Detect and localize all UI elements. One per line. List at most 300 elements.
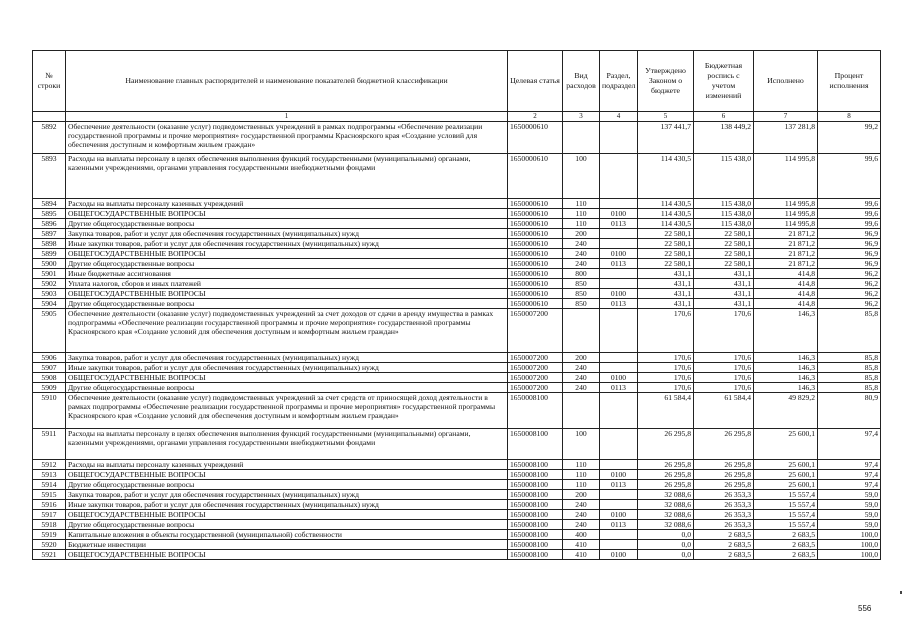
header-target: Целевая статья: [508, 51, 563, 112]
expense-type: 240: [563, 373, 600, 383]
approved-amount: 114 430,5: [638, 154, 694, 199]
execution-percent: 96,2: [818, 279, 881, 289]
approved-amount: 0,0: [638, 540, 694, 550]
budget-list-amount: 2 683,5: [694, 550, 754, 560]
executed-amount: 414,8: [754, 269, 818, 279]
header-executed: Исполнено: [754, 51, 818, 112]
section-code: 0100: [600, 289, 638, 299]
budget-list-amount: 26 295,8: [694, 470, 754, 480]
row-number: 5895: [33, 209, 66, 219]
expense-type: 850: [563, 279, 600, 289]
execution-percent: 96,2: [818, 269, 881, 279]
row-name: Расходы на выплаты персоналу казенных учреждений: [66, 199, 508, 209]
approved-amount: 431,1: [638, 289, 694, 299]
executed-amount: 414,8: [754, 289, 818, 299]
row-name: Расходы на выплаты персоналу казенных учреждений: [66, 460, 508, 470]
row-name: Иные закупки товаров, работ и услуг для обеспечения государственных (муниципальных) нужд: [66, 500, 508, 510]
execution-percent: 59,0: [818, 490, 881, 500]
target-article: 1650008100: [508, 550, 563, 560]
target-article: 1650000610: [508, 249, 563, 259]
execution-percent: 99,6: [818, 154, 881, 199]
executed-amount: 15 557,4: [754, 520, 818, 530]
executed-amount: 21 871,2: [754, 239, 818, 249]
expense-type: 110: [563, 470, 600, 480]
row-number: 5911: [33, 429, 66, 460]
budget-list-amount: 170,6: [694, 353, 754, 363]
column-number: 1: [66, 112, 508, 122]
executed-amount: 25 600,1: [754, 470, 818, 480]
section-code: 0100: [600, 550, 638, 560]
table-row: [33, 289, 881, 299]
table-row: [33, 460, 881, 470]
section-code: [600, 154, 638, 199]
execution-percent: 96,2: [818, 289, 881, 299]
executed-amount: 114 995,8: [754, 209, 818, 219]
execution-percent: 97,4: [818, 470, 881, 480]
header-expense-type: Вид расходов: [563, 51, 600, 112]
row-name: ОБЩЕГОСУДАРСТВЕННЫЕ ВОПРОСЫ: [66, 249, 508, 259]
table-row: [33, 229, 881, 239]
expense-type: 800: [563, 269, 600, 279]
executed-amount: 2 683,5: [754, 530, 818, 540]
expense-type: [563, 309, 600, 353]
target-article: 1650007200: [508, 383, 563, 393]
expense-type: 240: [563, 239, 600, 249]
section-code: [600, 239, 638, 249]
section-code: [600, 269, 638, 279]
row-number: 5914: [33, 480, 66, 490]
table-header-row: [33, 51, 881, 112]
row-number: 5916: [33, 500, 66, 510]
budget-list-amount: 170,6: [694, 309, 754, 353]
execution-percent: 96,2: [818, 299, 881, 309]
section-code: [600, 363, 638, 373]
approved-amount: 170,6: [638, 353, 694, 363]
table-row: [33, 199, 881, 209]
target-article: 1650000610: [508, 219, 563, 229]
execution-percent: 85,8: [818, 309, 881, 353]
row-name: Закупка товаров, работ и услуг для обеспечения государственных (муниципальных) нужд: [66, 229, 508, 239]
budget-list-amount: 26 353,3: [694, 490, 754, 500]
execution-percent: 96,9: [818, 259, 881, 269]
table-row: [33, 510, 881, 520]
row-name: Другие общегосударственные вопросы: [66, 383, 508, 393]
expense-type: 100: [563, 429, 600, 460]
section-code: 0113: [600, 259, 638, 269]
row-name: Другие общегосударственные вопросы: [66, 299, 508, 309]
table-body: [33, 122, 881, 560]
row-name: Другие общегосударственные вопросы: [66, 259, 508, 269]
table-row: [33, 279, 881, 289]
table-row: [33, 480, 881, 490]
row-number: 5909: [33, 383, 66, 393]
column-number: 3: [563, 112, 600, 122]
target-article: 1650008100: [508, 429, 563, 460]
row-number: 5920: [33, 540, 66, 550]
execution-percent: 99,6: [818, 219, 881, 229]
row-number: 5892: [33, 122, 66, 154]
expense-type: 410: [563, 550, 600, 560]
table-row: [33, 550, 881, 560]
target-article: 1650000610: [508, 279, 563, 289]
budget-list-amount: 170,6: [694, 383, 754, 393]
section-code: 0113: [600, 219, 638, 229]
approved-amount: 114 430,5: [638, 209, 694, 219]
execution-percent: 85,8: [818, 373, 881, 383]
row-number: 5912: [33, 460, 66, 470]
table-row: [33, 299, 881, 309]
approved-amount: 32 088,6: [638, 510, 694, 520]
approved-amount: 22 580,1: [638, 229, 694, 239]
execution-percent: 96,9: [818, 229, 881, 239]
row-number: 5903: [33, 289, 66, 299]
expense-type: 410: [563, 540, 600, 550]
row-name: Иные закупки товаров, работ и услуг для обеспечения государственных (муниципальных) нужд: [66, 363, 508, 373]
executed-amount: 146,3: [754, 373, 818, 383]
row-name: Другие общегосударственные вопросы: [66, 520, 508, 530]
expense-type: 240: [563, 363, 600, 373]
target-article: 1650000610: [508, 239, 563, 249]
target-article: 1650008100: [508, 393, 563, 429]
table-row: [33, 353, 881, 363]
budget-list-amount: 431,1: [694, 289, 754, 299]
row-number: 5893: [33, 154, 66, 199]
row-name: Другие общегосударственные вопросы: [66, 480, 508, 490]
row-number: 5901: [33, 269, 66, 279]
approved-amount: 170,6: [638, 309, 694, 353]
table-row: [33, 122, 881, 154]
approved-amount: 431,1: [638, 299, 694, 309]
section-code: 0100: [600, 209, 638, 219]
budget-list-amount: 138 449,2: [694, 122, 754, 154]
execution-percent: 100,0: [818, 540, 881, 550]
table-row: [33, 309, 881, 353]
target-article: 1650000610: [508, 199, 563, 209]
table-row: [33, 429, 881, 460]
table-row: [33, 219, 881, 229]
section-code: [600, 229, 638, 239]
row-name: Обеспечение деятельности (оказание услуг) подведомственных учреждений за счет средств от приносящей доход деятельности в рамках подпрограммы «Обеспечение реализации государственной программы и прочие мероприятия» государственной программы Красноярского края «Создание условий для обеспечения доступным и комфортным жильем граждан»: [66, 393, 508, 429]
table-row: [33, 393, 881, 429]
row-number: 5918: [33, 520, 66, 530]
section-code: [600, 353, 638, 363]
expense-type: 100: [563, 154, 600, 199]
approved-amount: 32 088,6: [638, 490, 694, 500]
executed-amount: 114 995,8: [754, 199, 818, 209]
execution-percent: 100,0: [818, 550, 881, 560]
section-code: 0113: [600, 520, 638, 530]
target-article: 1650008100: [508, 470, 563, 480]
column-number: 8: [818, 112, 881, 122]
row-number: 5908: [33, 373, 66, 383]
expense-type: 110: [563, 209, 600, 219]
expense-type: 240: [563, 510, 600, 520]
target-article: 1650008100: [508, 490, 563, 500]
budget-list-amount: 170,6: [694, 373, 754, 383]
target-article: 1650008100: [508, 500, 563, 510]
table-row: [33, 383, 881, 393]
approved-amount: 22 580,1: [638, 239, 694, 249]
executed-amount: 49 829,2: [754, 393, 818, 429]
row-name: ОБЩЕГОСУДАРСТВЕННЫЕ ВОПРОСЫ: [66, 470, 508, 480]
executed-amount: 146,3: [754, 383, 818, 393]
row-name: Иные бюджетные ассигнования: [66, 269, 508, 279]
executed-amount: 414,8: [754, 279, 818, 289]
target-article: 1650000610: [508, 299, 563, 309]
table-row: [33, 373, 881, 383]
execution-percent: 85,8: [818, 383, 881, 393]
executed-amount: 25 600,1: [754, 460, 818, 470]
row-number: 5894: [33, 199, 66, 209]
row-number: 5917: [33, 510, 66, 520]
column-number-row: [33, 112, 881, 122]
expense-type: 850: [563, 299, 600, 309]
table-row: [33, 249, 881, 259]
approved-amount: 22 580,1: [638, 259, 694, 269]
approved-amount: 431,1: [638, 269, 694, 279]
target-article: 1650000610: [508, 154, 563, 199]
table-row: [33, 500, 881, 510]
row-name: Расходы на выплаты персоналу в целях обеспечения выполнения функций государственными (муниципальными) органами, казенными учреждениями, органами управления государственными внебюджетными фондами: [66, 429, 508, 460]
approved-amount: 61 584,4: [638, 393, 694, 429]
budget-list-amount: 431,1: [694, 269, 754, 279]
row-name: ОБЩЕГОСУДАРСТВЕННЫЕ ВОПРОСЫ: [66, 510, 508, 520]
budget-list-amount: 2 683,5: [694, 540, 754, 550]
approved-amount: 431,1: [638, 279, 694, 289]
column-number: 5: [638, 112, 694, 122]
approved-amount: 32 088,6: [638, 520, 694, 530]
section-code: [600, 199, 638, 209]
executed-amount: 146,3: [754, 353, 818, 363]
executed-amount: 21 871,2: [754, 249, 818, 259]
budget-list-amount: 115 438,0: [694, 219, 754, 229]
section-code: 0100: [600, 373, 638, 383]
approved-amount: 26 295,8: [638, 429, 694, 460]
section-code: [600, 460, 638, 470]
row-number: 5905: [33, 309, 66, 353]
budget-list-amount: 26 295,8: [694, 480, 754, 490]
target-article: 1650007200: [508, 353, 563, 363]
row-name: Капитальные вложения в объекты государственной (муниципальной) собственности: [66, 530, 508, 540]
executed-amount: 21 871,2: [754, 259, 818, 269]
table-row: [33, 269, 881, 279]
budget-list-amount: 22 580,1: [694, 229, 754, 239]
budget-list-amount: 115 438,0: [694, 154, 754, 199]
section-code: 0100: [600, 249, 638, 259]
section-code: [600, 500, 638, 510]
section-code: 0113: [600, 480, 638, 490]
target-article: 1650000610: [508, 229, 563, 239]
execution-percent: 80,9: [818, 393, 881, 429]
expense-type: 200: [563, 353, 600, 363]
section-code: 0113: [600, 299, 638, 309]
column-number: [33, 112, 66, 122]
execution-percent: 59,0: [818, 500, 881, 510]
budget-list-amount: 22 580,1: [694, 259, 754, 269]
column-number: 7: [754, 112, 818, 122]
executed-amount: 137 281,8: [754, 122, 818, 154]
execution-percent: 99,2: [818, 122, 881, 154]
table-row: [33, 209, 881, 219]
row-number: 5921: [33, 550, 66, 560]
row-number: 5910: [33, 393, 66, 429]
section-code: 0113: [600, 383, 638, 393]
executed-amount: 146,3: [754, 309, 818, 353]
section-code: 0100: [600, 510, 638, 520]
budget-list-amount: 22 580,1: [694, 249, 754, 259]
execution-percent: 96,9: [818, 239, 881, 249]
section-code: [600, 429, 638, 460]
target-article: 1650008100: [508, 480, 563, 490]
table-row: [33, 259, 881, 269]
approved-amount: 32 088,6: [638, 500, 694, 510]
expense-type: 240: [563, 249, 600, 259]
executed-amount: 2 683,5: [754, 550, 818, 560]
executed-amount: 15 557,4: [754, 490, 818, 500]
executed-amount: 25 600,1: [754, 480, 818, 490]
table-row: [33, 154, 881, 199]
budget-list-amount: 431,1: [694, 279, 754, 289]
budget-list-amount: 115 438,0: [694, 199, 754, 209]
section-code: [600, 279, 638, 289]
section-code: [600, 122, 638, 154]
row-name: Обеспечение деятельности (оказание услуг) подведомственных учреждений за счет доходов от сдачи в аренду имущества в рамках подпрограммы «Обеспечение реализации государственной программы и прочие мероприятия» государственной программы Красноярского края «Создание условий для обеспечения доступным и комфортным жильем граждан»: [66, 309, 508, 353]
column-number: 6: [694, 112, 754, 122]
table-row: [33, 490, 881, 500]
target-article: 1650007200: [508, 373, 563, 383]
execution-percent: 99,6: [818, 209, 881, 219]
row-name: Уплата налогов, сборов и иных платежей: [66, 279, 508, 289]
budget-list-amount: 2 683,5: [694, 530, 754, 540]
row-number: 5899: [33, 249, 66, 259]
row-name: Другие общегосударственные вопросы: [66, 219, 508, 229]
row-name: Закупка товаров, работ и услуг для обеспечения государственных (муниципальных) нужд: [66, 490, 508, 500]
execution-percent: 97,4: [818, 429, 881, 460]
budget-list-amount: 22 580,1: [694, 239, 754, 249]
page-number: 556: [858, 604, 872, 613]
expense-type: 850: [563, 289, 600, 299]
approved-amount: 170,6: [638, 373, 694, 383]
target-article: 1650000610: [508, 209, 563, 219]
executed-amount: 114 995,8: [754, 219, 818, 229]
approved-amount: 0,0: [638, 550, 694, 560]
header-approved: Утверждено Законом о бюджете: [638, 51, 694, 112]
row-name: Обеспечение деятельности (оказание услуг) подведомственных учреждений в рамках подпрограммы «Обеспечение реализации государственной программы и прочие мероприятия» государственной программы Красноярского края «Создание условий для обеспечения доступным и комфортным жильем граждан»: [66, 122, 508, 154]
execution-percent: 85,8: [818, 353, 881, 363]
table-row: [33, 540, 881, 550]
approved-amount: 22 580,1: [638, 249, 694, 259]
table-row: [33, 363, 881, 373]
row-name: ОБЩЕГОСУДАРСТВЕННЫЕ ВОПРОСЫ: [66, 209, 508, 219]
expense-type: 240: [563, 500, 600, 510]
row-name: ОБЩЕГОСУДАРСТВЕННЫЕ ВОПРОСЫ: [66, 373, 508, 383]
row-number: 5898: [33, 239, 66, 249]
executed-amount: 25 600,1: [754, 429, 818, 460]
row-name: Закупка товаров, работ и услуг для обеспечения государственных (муниципальных) нужд: [66, 353, 508, 363]
header-percent: Процент исполнения: [818, 51, 881, 112]
row-number: 5907: [33, 363, 66, 373]
expense-type: 110: [563, 480, 600, 490]
section-code: [600, 490, 638, 500]
execution-percent: 59,0: [818, 510, 881, 520]
budget-list-amount: 26 353,3: [694, 510, 754, 520]
approved-amount: 170,6: [638, 383, 694, 393]
executed-amount: 15 557,4: [754, 510, 818, 520]
execution-percent: 59,0: [818, 520, 881, 530]
execution-percent: 100,0: [818, 530, 881, 540]
execution-percent: 97,4: [818, 480, 881, 490]
target-article: 1650008100: [508, 520, 563, 530]
target-article: 1650008100: [508, 540, 563, 550]
budget-list-amount: 61 584,4: [694, 393, 754, 429]
column-number: 2: [508, 112, 563, 122]
execution-percent: 96,9: [818, 249, 881, 259]
table-row: [33, 470, 881, 480]
target-article: 1650008100: [508, 530, 563, 540]
budget-list-amount: 431,1: [694, 299, 754, 309]
target-article: 1650007200: [508, 309, 563, 353]
row-number: 5897: [33, 229, 66, 239]
row-number: 5915: [33, 490, 66, 500]
header-budget-list: Бюджетная роспись с учетом изменений: [694, 51, 754, 112]
table-row: [33, 520, 881, 530]
scan-speck: [900, 591, 902, 594]
executed-amount: 2 683,5: [754, 540, 818, 550]
section-code: [600, 393, 638, 429]
expense-type: 110: [563, 460, 600, 470]
expense-type: 240: [563, 259, 600, 269]
approved-amount: 114 430,5: [638, 199, 694, 209]
row-name: Иные закупки товаров, работ и услуг для обеспечения государственных (муниципальных) нужд: [66, 239, 508, 249]
budget-list-amount: 115 438,0: [694, 209, 754, 219]
budget-list-amount: 170,6: [694, 363, 754, 373]
executed-amount: 414,8: [754, 299, 818, 309]
execution-percent: 99,6: [818, 199, 881, 209]
row-name: Расходы на выплаты персоналу в целях обеспечения выполнения функций государственными (муниципальными) органами, казенными учреждениями, органами управления государственными внебюджетными фондами: [66, 154, 508, 199]
expense-type: 110: [563, 199, 600, 209]
approved-amount: 170,6: [638, 363, 694, 373]
table-row: [33, 239, 881, 249]
budget-list-amount: 26 353,3: [694, 520, 754, 530]
budget-list-amount: 26 295,8: [694, 429, 754, 460]
section-code: [600, 309, 638, 353]
expense-type: 110: [563, 219, 600, 229]
header-name: Наименование главных распорядителей и наименование показателей бюджетной классификации: [66, 51, 508, 112]
executed-amount: 15 557,4: [754, 500, 818, 510]
target-article: 1650000610: [508, 259, 563, 269]
execution-percent: 97,4: [818, 460, 881, 470]
expense-type: 400: [563, 530, 600, 540]
expense-type: [563, 122, 600, 154]
executed-amount: 114 995,8: [754, 154, 818, 199]
target-article: 1650008100: [508, 460, 563, 470]
row-name: ОБЩЕГОСУДАРСТВЕННЫЕ ВОПРОСЫ: [66, 289, 508, 299]
executed-amount: 21 871,2: [754, 229, 818, 239]
table-row: [33, 530, 881, 540]
executed-amount: 146,3: [754, 363, 818, 373]
row-number: 5904: [33, 299, 66, 309]
budget-list-amount: 26 295,8: [694, 460, 754, 470]
header-section: Раздел, подраздел: [600, 51, 638, 112]
row-number: 5900: [33, 259, 66, 269]
budget-execution-table: [32, 50, 881, 560]
budget-list-amount: 26 353,3: [694, 500, 754, 510]
expense-type: 240: [563, 520, 600, 530]
header-row-no: № строки: [33, 51, 66, 112]
target-article: 1650000610: [508, 289, 563, 299]
execution-percent: 85,8: [818, 363, 881, 373]
row-number: 5913: [33, 470, 66, 480]
